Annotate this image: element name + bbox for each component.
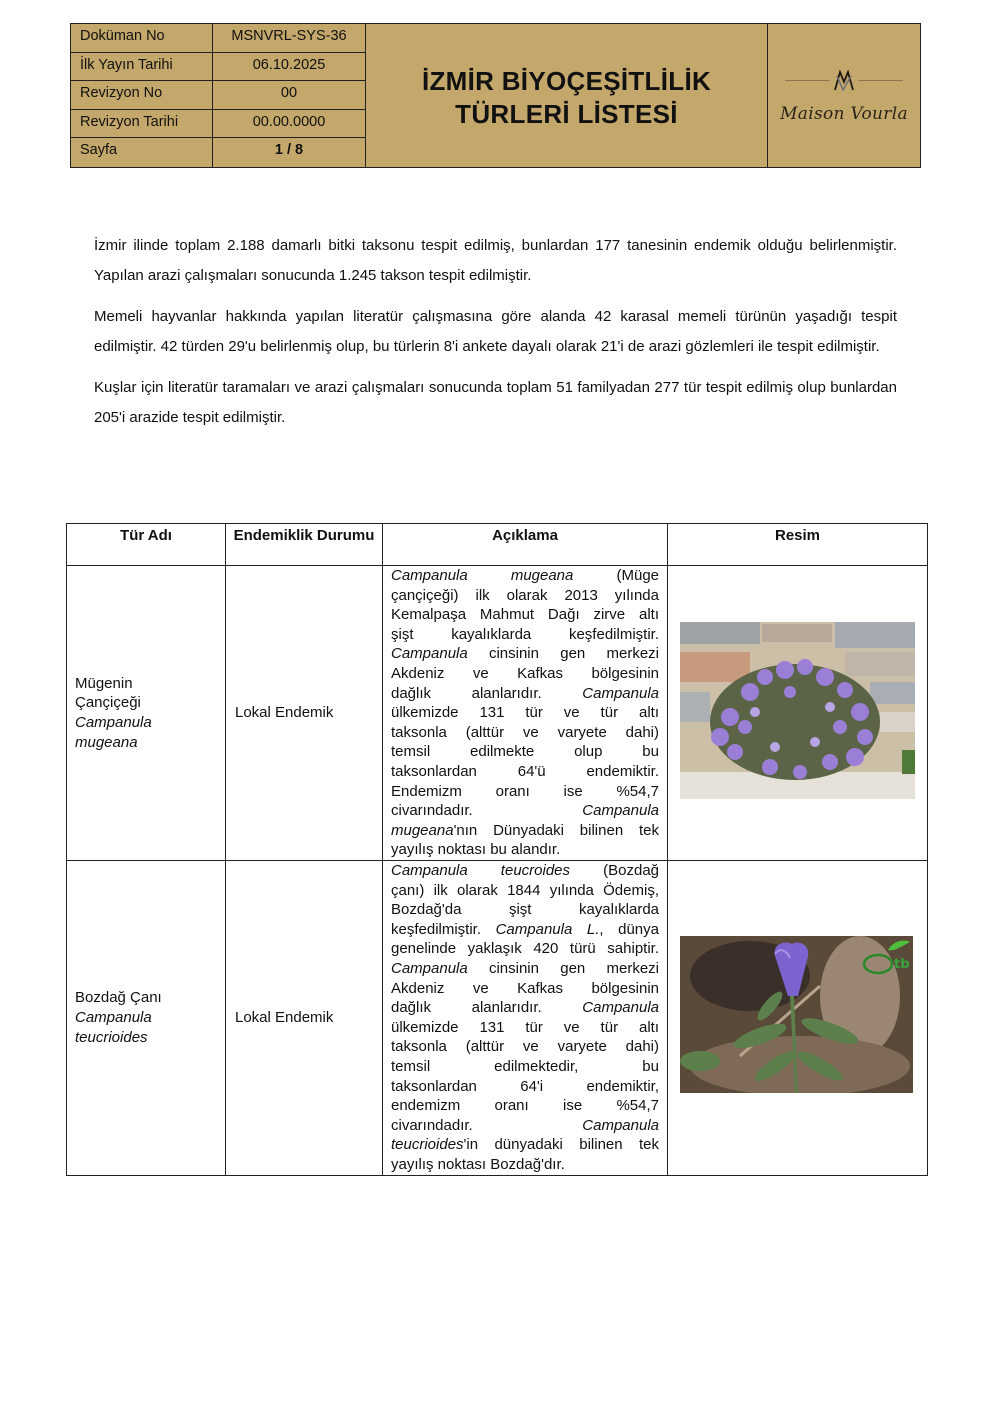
latin-name-fragment: Campanula bbox=[391, 959, 468, 977]
latin-name-fragment: Campanula mugeana bbox=[391, 567, 574, 584]
latin-species: teucrioides bbox=[75, 1028, 148, 1046]
description-line bbox=[391, 1077, 659, 1097]
logo-text: Maison Vourla bbox=[780, 103, 908, 124]
meta-value: MSNVRL-SYS-36 bbox=[231, 28, 347, 44]
meta-label: İlk Yayın Tarihi bbox=[71, 53, 213, 81]
text-fragment: keşfedilmiştir. bbox=[391, 920, 496, 938]
text-fragment: dağlık alanlarıdır. bbox=[391, 684, 583, 702]
table-row bbox=[67, 861, 928, 1176]
latin-name-fragment: Campanula teucroides bbox=[391, 862, 571, 879]
text-fragment: (Müge bbox=[573, 567, 659, 584]
description-line bbox=[391, 881, 659, 901]
title-line-1: İZMİR BİYOÇEŞİTLİLİK bbox=[421, 65, 712, 96]
column-header-species-name: Tür Adı bbox=[67, 524, 226, 566]
text-fragment: temsil edilmektedir, bu bbox=[391, 1057, 659, 1075]
species-name-cell bbox=[67, 566, 226, 861]
latin-name-fragment: teucrioides bbox=[391, 1136, 464, 1154]
meta-row-revision-date bbox=[71, 110, 365, 139]
meta-row-revision-no bbox=[71, 81, 365, 110]
paragraph-plants: İzmir ilinde toplam 2.188 damarlı bitki taksonu tespit edilmiş, bunlardan 177 tanesinin endemik olduğu belirlenmiştir. Yapılan arazi çalışmaları sonucunda 1.245 takson tespit edilmiştir. bbox=[94, 237, 897, 284]
text-fragment: (Bozdağ bbox=[570, 862, 659, 879]
text-fragment: civarındadır. bbox=[391, 1116, 583, 1134]
meta-row-publish-date bbox=[71, 53, 365, 82]
text-fragment: yayılış noktası bu alandır. bbox=[391, 841, 561, 859]
description-line bbox=[391, 821, 659, 841]
meta-value: 00 bbox=[280, 85, 298, 102]
description-line bbox=[391, 920, 659, 940]
latin-name-fragment: Campanula bbox=[582, 999, 659, 1017]
latin-name-fragment: Campanula bbox=[391, 645, 468, 663]
text-fragment: taksonla (alttür ve varyete dahi) bbox=[391, 723, 659, 741]
page-number: 1 / 8 bbox=[274, 142, 304, 159]
image-cell bbox=[668, 566, 928, 861]
description-line bbox=[391, 782, 659, 802]
text-fragment: taksonlardan 64'i endemiktir, bbox=[391, 1077, 659, 1095]
text-fragment: ülkemizde 131 tür ve tür altı bbox=[391, 1018, 659, 1036]
table-header-row bbox=[67, 524, 928, 566]
text-fragment: şişt kayalıklarda keşfedilmiştir. bbox=[391, 625, 659, 643]
text-fragment: endemizm oranı ise %54,7 bbox=[391, 1097, 659, 1115]
logo-divider-right bbox=[859, 80, 903, 81]
column-header-image: Resim bbox=[668, 524, 928, 566]
text-fragment: Bozdağ'da şişt kayalıklarda bbox=[391, 901, 659, 919]
species-photo bbox=[680, 936, 915, 1093]
description-line bbox=[391, 1018, 659, 1038]
text-fragment: 'in dünyadaki bilinen tek bbox=[463, 1136, 659, 1154]
description-line bbox=[391, 939, 659, 959]
description-line bbox=[391, 1116, 659, 1136]
description-line bbox=[391, 1057, 659, 1077]
svg-text:tb: tb bbox=[894, 957, 910, 973]
description-line bbox=[391, 840, 659, 860]
description-line bbox=[391, 900, 659, 920]
latin-genus: Campanula bbox=[75, 714, 152, 731]
description-line bbox=[391, 1096, 659, 1116]
description-line bbox=[391, 644, 659, 664]
meta-label: Revizyon No bbox=[71, 81, 213, 109]
description-line bbox=[391, 861, 659, 881]
description-cell bbox=[383, 861, 668, 1176]
text-fragment: ülkemizde 131 tür ve tür altı bbox=[391, 704, 659, 722]
text-fragment: yayılış noktası Bozdağ'dır. bbox=[391, 1155, 565, 1173]
description-line bbox=[391, 959, 659, 979]
text-fragment: temsil edilmekte olup bu bbox=[391, 743, 659, 761]
latin-genus: Campanula bbox=[75, 1008, 152, 1026]
latin-species: mugeana bbox=[75, 733, 138, 751]
common-name: Bozdağ Çanı bbox=[75, 989, 162, 1007]
meta-label: Doküman No bbox=[71, 24, 213, 52]
description-line bbox=[391, 703, 659, 723]
text-fragment: Kemalpaşa Mahmut Dağı zirve altı bbox=[391, 606, 659, 624]
company-logo bbox=[768, 24, 920, 167]
table-row bbox=[67, 566, 928, 861]
latin-name-fragment: Campanula bbox=[582, 802, 659, 820]
text-fragment: 'nın Dünyadaki bilinen tek bbox=[453, 821, 659, 839]
meta-label: Revizyon Tarihi bbox=[71, 110, 213, 138]
description-line bbox=[391, 625, 659, 645]
intro-text bbox=[94, 231, 897, 444]
latin-name-fragment: Campanula bbox=[582, 1116, 659, 1134]
description-line bbox=[391, 684, 659, 704]
description-line bbox=[391, 1037, 659, 1057]
description-line bbox=[391, 801, 659, 821]
species-name-cell bbox=[67, 861, 226, 1176]
description-line bbox=[391, 586, 659, 606]
species-photo bbox=[680, 622, 915, 799]
text-fragment: çanı) ilk olarak 1844 yılında Ödemiş, bbox=[391, 881, 659, 899]
common-name: Mügenin bbox=[75, 674, 133, 692]
column-header-description: Açıklama bbox=[383, 524, 668, 566]
meta-label: Sayfa bbox=[71, 138, 213, 167]
description-line bbox=[391, 664, 659, 684]
meta-value: 06.10.2025 bbox=[252, 56, 326, 73]
text-fragment: çançiçeği) ilk olarak 2013 yılında bbox=[391, 586, 659, 604]
text-fragment: taksonlardan 64'ü endemiktir. bbox=[391, 762, 659, 780]
meta-row-document-no bbox=[71, 24, 365, 53]
logo-mark bbox=[785, 68, 903, 94]
campanula-mugeana-photo bbox=[680, 622, 915, 799]
campanula-teucrioides-photo bbox=[680, 936, 913, 1093]
description-line bbox=[391, 566, 659, 586]
document-meta-table bbox=[71, 24, 366, 167]
mv-monogram-icon bbox=[831, 68, 857, 94]
meta-value: 00.00.0000 bbox=[252, 113, 326, 130]
text-fragment: , dünya bbox=[599, 920, 659, 938]
latin-name-fragment: mugeana bbox=[391, 821, 454, 839]
text-fragment: genelinde yaklaşık 420 türü sahiptir. bbox=[391, 940, 659, 958]
column-header-endemism: Endemiklik Durumu bbox=[226, 524, 383, 566]
paragraph-mammals: Memeli hayvanlar hakkında yapılan literatür çalışmasına göre alanda 42 karasal memeli türünün yaşadığı tespit edilmiştir. 42 türden 29'u belirlenmiş olup, bu türlerin 8'i ankete dayalı olarak 21'i de arazi gözlemleri ile tespit edilmiştir. bbox=[94, 308, 897, 355]
text-fragment: civarındadır. bbox=[391, 802, 583, 820]
description-line bbox=[391, 723, 659, 743]
endemism-status: Lokal Endemik bbox=[226, 861, 383, 1176]
document-title bbox=[366, 24, 768, 167]
description-line bbox=[391, 998, 659, 1018]
text-fragment: dağlık alanlarıdır. bbox=[391, 999, 583, 1017]
description-cell bbox=[383, 566, 668, 861]
text-fragment: Akdeniz ve Kafkas bölgesinin bbox=[391, 664, 659, 682]
description-line bbox=[391, 1135, 659, 1155]
text-fragment: Akdeniz ve Kafkas bölgesinin bbox=[391, 979, 659, 997]
description-line bbox=[391, 742, 659, 762]
description-line bbox=[391, 979, 659, 999]
text-fragment: Endemizm oranı ise %54,7 bbox=[391, 782, 659, 800]
title-line-2: TÜRLERİ LİSTESİ bbox=[455, 98, 678, 129]
text-fragment: cinsinin gen merkezi bbox=[467, 645, 659, 663]
endemism-status: Lokal Endemik bbox=[226, 566, 383, 861]
common-name: Çançiçeği bbox=[75, 694, 141, 712]
description-line bbox=[391, 762, 659, 782]
text-fragment: cinsinin gen merkezi bbox=[467, 959, 659, 977]
meta-row-page bbox=[71, 138, 365, 167]
logo-divider-left bbox=[785, 80, 829, 81]
latin-name-fragment: Campanula L. bbox=[495, 920, 600, 938]
image-cell bbox=[668, 861, 928, 1176]
description-line bbox=[391, 1155, 659, 1175]
description-line bbox=[391, 605, 659, 625]
latin-name-fragment: Campanula bbox=[582, 684, 659, 702]
paragraph-birds: Kuşlar için literatür taramaları ve arazi çalışmaları sonucunda toplam 51 familyadan 277 tür tespit edilmiş olup bunlardan 205'i arazide tespit edilmiştir. bbox=[94, 379, 897, 426]
text-fragment: taksonla (alttür ve varyete dahi) bbox=[391, 1038, 659, 1056]
species-table bbox=[66, 523, 928, 1176]
document-header bbox=[70, 23, 921, 168]
